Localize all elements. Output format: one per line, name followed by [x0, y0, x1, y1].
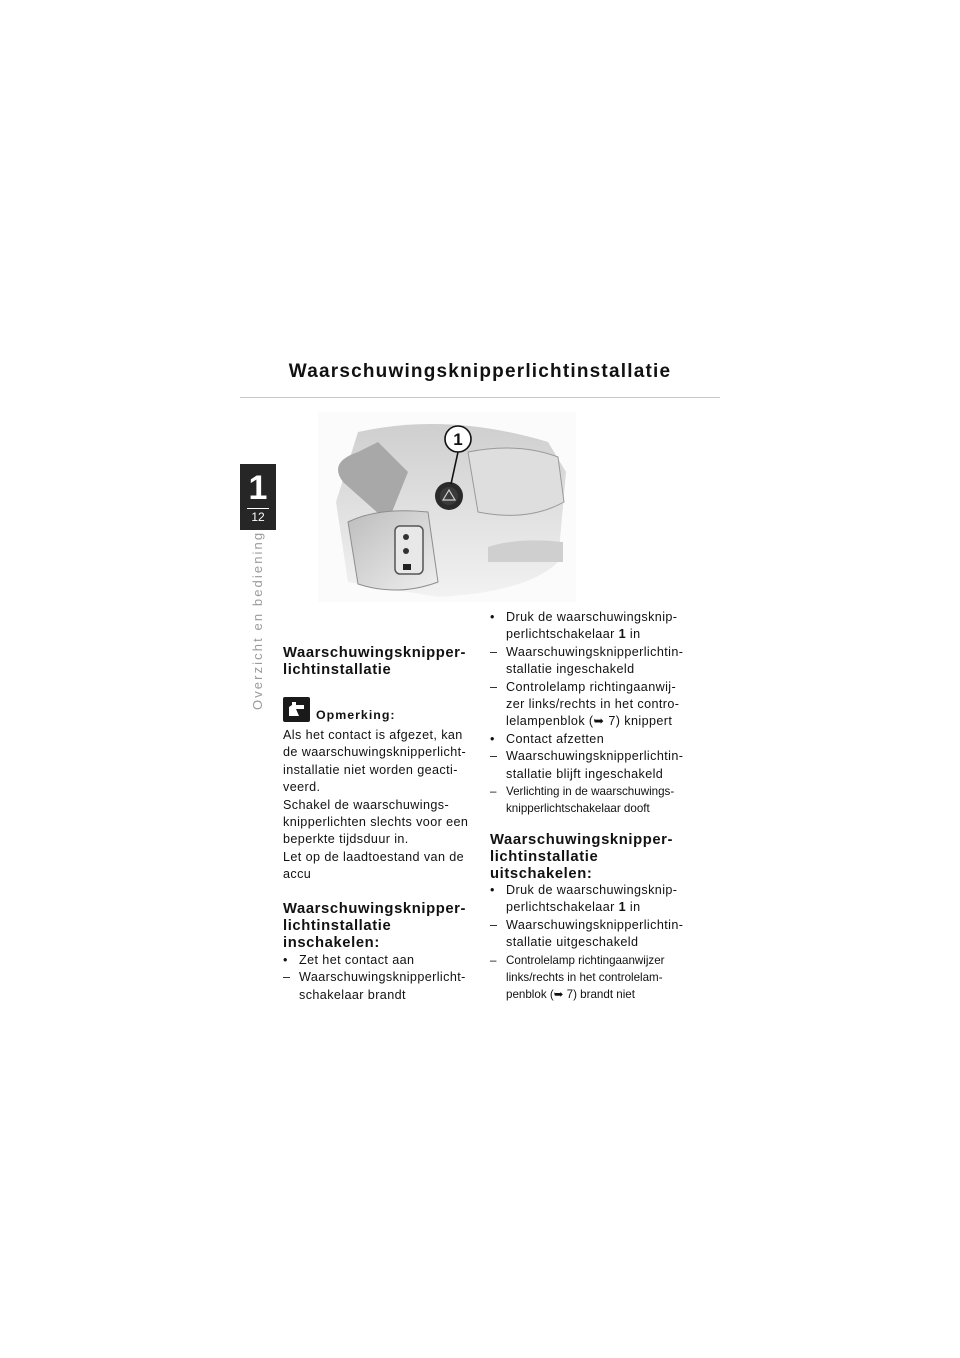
note-line: Let op de laadtoestand van de — [283, 849, 465, 864]
step-text: 7) brandt niet — [563, 988, 635, 1002]
step-text: Contact afzetten — [506, 731, 605, 746]
dash-mark: – — [490, 679, 498, 694]
off-heading-line2: lichtinstallatie — [490, 849, 599, 865]
off-heading-line1: Waarschuwingsknipper- — [490, 832, 674, 848]
note-line: accu — [283, 867, 312, 882]
step-text: 7) knippert — [604, 714, 673, 729]
step-item — [490, 644, 696, 679]
note-line: installatie niet worden geacti- — [283, 762, 458, 777]
step-text: stallatie ingeschakeld — [506, 662, 635, 677]
step-text: Zet het contact aan — [299, 953, 415, 967]
section-heading-line2: lichtinstallatie — [283, 662, 392, 678]
page-ref-arrow-icon: ➥ — [553, 988, 564, 1002]
note-line: knipperlichten slechts voor een — [283, 815, 469, 830]
section-label-wrap — [249, 530, 267, 728]
bullet-mark: • — [490, 883, 495, 897]
step-text: zer links/rechts in het contro- — [506, 697, 680, 712]
chapter-number: 1 — [248, 469, 268, 507]
page-title: Waarschuwingsknipperlichtinstallatie — [288, 361, 672, 382]
dash-mark: – — [490, 953, 497, 967]
bullet-mark: • — [490, 610, 495, 624]
dash-mark: – — [490, 644, 498, 659]
on-result-steps — [490, 609, 696, 818]
step-text: Waarschuwingsknipperlichtin- — [506, 749, 684, 764]
step-text: Druk de waarschuwingsknip- — [506, 883, 678, 897]
step-text: Controlelamp richtingaanwijzer — [506, 953, 665, 967]
page-number: 12 — [251, 510, 265, 524]
step-text: lelampenblok ( — [506, 714, 594, 729]
on-heading-line3: inschakelen: — [283, 935, 380, 951]
page-ref-arrow-icon: ➥ — [593, 714, 605, 729]
off-heading — [490, 832, 696, 883]
step-text: links/rechts in het controlelam- — [506, 971, 663, 985]
step-text: in — [626, 627, 641, 642]
step-item — [283, 952, 479, 969]
dash-mark: – — [490, 917, 498, 932]
on-heading-line2: lichtinstallatie — [283, 918, 392, 934]
step-text: perlichtschakelaar — [506, 627, 619, 642]
step-item — [490, 731, 696, 748]
on-heading-line1: Waarschuwingsknipper- — [283, 901, 467, 917]
step-text: Druk de waarschuwingsknip- — [506, 610, 678, 624]
step-text: knipperlichtschakelaar dooft — [506, 802, 650, 816]
dash-mark: – — [283, 970, 291, 985]
off-heading-line3: uitschakelen: — [490, 866, 593, 882]
figure-callout: 1 — [453, 430, 463, 449]
on-steps — [283, 952, 479, 1004]
step-text: Waarschuwingsknipperlicht- — [299, 970, 466, 985]
title-divider — [240, 397, 720, 398]
note-label: Opmerking: — [316, 708, 396, 722]
switch-ref: 1 — [618, 627, 627, 642]
off-steps — [490, 882, 696, 1004]
dash-mark: – — [490, 749, 498, 764]
note-text — [283, 727, 479, 884]
step-item — [490, 679, 696, 731]
chapter-tab — [240, 464, 276, 530]
section-heading-line1: Waarschuwingsknipper- — [283, 645, 467, 661]
note-line: Als het contact is afgezet, kan — [283, 728, 463, 742]
step-text: schakelaar brandt — [299, 987, 406, 1002]
step-text: Controlelamp richtingaanwij- — [506, 679, 677, 694]
note-line: de waarschuwingsknipperlicht- — [283, 745, 467, 760]
switch-ref: 1 — [618, 900, 627, 915]
section-label: Overzicht en bediening — [250, 530, 265, 710]
step-text: perlichtschakelaar — [506, 900, 619, 915]
bullet-mark: • — [490, 731, 495, 746]
step-item — [490, 748, 696, 783]
bullet-mark: • — [283, 953, 288, 967]
step-text: Waarschuwingsknipperlichtin- — [506, 644, 684, 659]
section-heading — [283, 645, 479, 679]
dash-mark: – — [490, 785, 497, 799]
on-heading — [283, 901, 479, 952]
note-line: beperkte tijdsduur in. — [283, 832, 409, 847]
step-text: stallatie blijft ingeschakeld — [506, 766, 664, 781]
note-icon — [283, 697, 310, 722]
step-text: in — [626, 900, 641, 915]
step-item — [490, 882, 696, 917]
step-item — [490, 783, 696, 818]
step-text: Verlichting in de waarschuwings- — [506, 785, 675, 799]
note-line: veerd. — [283, 780, 321, 795]
step-item — [490, 917, 696, 952]
step-item — [283, 969, 479, 1004]
step-item — [490, 952, 696, 1004]
step-text: stallatie uitgeschakeld — [506, 935, 639, 950]
note-line: Schakel de waarschuwings- — [283, 797, 450, 812]
handlebar-switch-figure — [318, 412, 576, 602]
step-text: penblok ( — [506, 988, 554, 1002]
step-text: Waarschuwingsknipperlichtin- — [506, 917, 684, 932]
step-item — [490, 609, 696, 644]
